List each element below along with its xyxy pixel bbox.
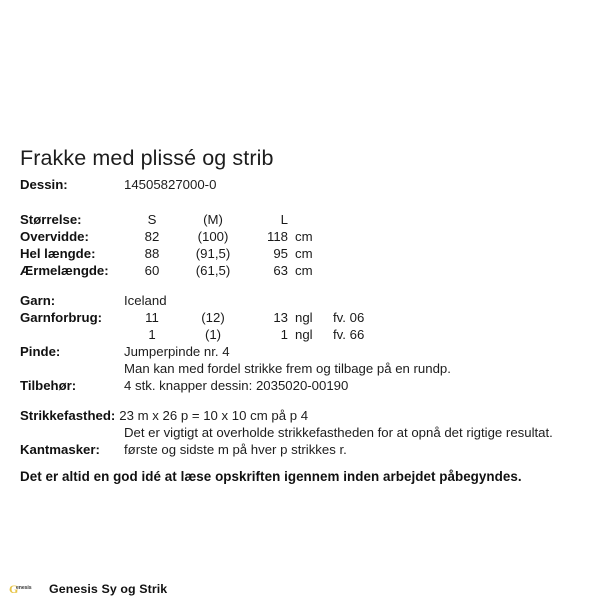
spec-row-size-header <box>20 211 333 228</box>
spec-row-chest-width <box>20 228 333 245</box>
yarn-usage-1-unit: ngl <box>295 310 313 325</box>
sleeve-length-unit: cm <box>295 263 313 278</box>
spec-row-yarn <box>20 292 167 309</box>
yarn-usage-1-color: fv. 06 <box>333 310 365 325</box>
logo-g-mark: G <box>9 583 19 595</box>
size-header-s: S <box>147 212 157 227</box>
spec-row-edge-stitches <box>20 441 347 458</box>
page-title: Frakke med plissé og strib <box>20 146 274 171</box>
size-label: Størrelse: <box>20 212 82 227</box>
spec-row-yarn-usage-2 <box>20 326 364 343</box>
gauge-note: Det er vigtigt at overholde strikkefastheden for at opnå det rigtige resultat. <box>124 425 553 440</box>
sleeve-length-m: (61,5) <box>195 263 231 278</box>
yarn-usage-2-m: (1) <box>204 327 222 342</box>
yarn-name: Iceland <box>124 293 167 308</box>
edge-stitches-label: Kantmasker: <box>20 442 100 457</box>
yarn-usage-1-l: 13 <box>273 310 288 325</box>
yarn-usage-2-unit: ngl <box>295 327 313 342</box>
closing-note: Det er altid en god idé at læse opskriften igennem inden arbejdet påbegyndes. <box>20 469 522 484</box>
chest-width-m: (100) <box>197 229 229 244</box>
needles-label: Pinde: <box>20 344 61 359</box>
spec-row-sleeve-length <box>20 262 333 279</box>
footer <box>9 580 167 598</box>
total-length-label: Hel længde: <box>20 246 96 261</box>
edge-stitches-value: første og sidste m på hver p strikkes r. <box>124 442 347 457</box>
footer-brand-name: Genesis Sy og Strik <box>49 582 168 596</box>
needles-note: Man kan med fordel strikke frem og tilbage på en rundp. <box>124 361 451 376</box>
pattern-number-label: Dessin: <box>20 177 68 192</box>
yarn-usage-label: Garnforbrug: <box>20 310 103 325</box>
sleeve-length-label: Ærmelængde: <box>20 263 109 278</box>
chest-width-s: 82 <box>144 229 160 244</box>
gauge-label: Strikkefasthed: <box>20 408 116 423</box>
chest-width-label: Overvidde: <box>20 229 89 244</box>
yarn-usage-2-l: 1 <box>280 327 288 342</box>
chest-width-unit: cm <box>295 229 313 244</box>
accessories-label: Tilbehør: <box>20 378 77 393</box>
yarn-usage-1-s: 11 <box>145 310 159 325</box>
total-length-unit: cm <box>295 246 313 261</box>
yarn-usage-2-color: fv. 66 <box>333 327 365 342</box>
size-header-l: L <box>280 212 288 227</box>
gauge-value: 23 m x 26 p = 10 x 10 cm på p 4 <box>119 408 309 423</box>
total-length-s: 88 <box>144 246 160 261</box>
total-length-l: 95 <box>273 246 288 261</box>
yarn-label: Garn: <box>20 293 56 308</box>
sleeve-length-s: 60 <box>144 263 160 278</box>
genesis-logo-icon <box>9 583 40 595</box>
sleeve-length-l: 63 <box>273 263 288 278</box>
spec-row-gauge <box>20 407 308 424</box>
spec-row-pattern-number <box>20 176 216 193</box>
size-header-m: (M) <box>203 212 223 227</box>
pattern-number-value: 14505827000-0 <box>124 177 217 192</box>
chest-width-l: 118 <box>266 229 288 244</box>
spec-row-accessories <box>20 377 348 394</box>
spec-row-yarn-usage-1 <box>20 309 364 326</box>
spec-row-needles <box>20 343 230 360</box>
needles-value: Jumperpinde nr. 4 <box>124 344 230 359</box>
total-length-m: (91,5) <box>195 246 231 261</box>
yarn-usage-2-s: 1 <box>148 327 156 342</box>
logo-wordmark: enesis <box>16 585 32 591</box>
yarn-usage-1-m: (12) <box>201 310 225 325</box>
accessories-value: 4 stk. knapper dessin: 2035020-00190 <box>124 378 349 393</box>
spec-row-total-length <box>20 245 333 262</box>
